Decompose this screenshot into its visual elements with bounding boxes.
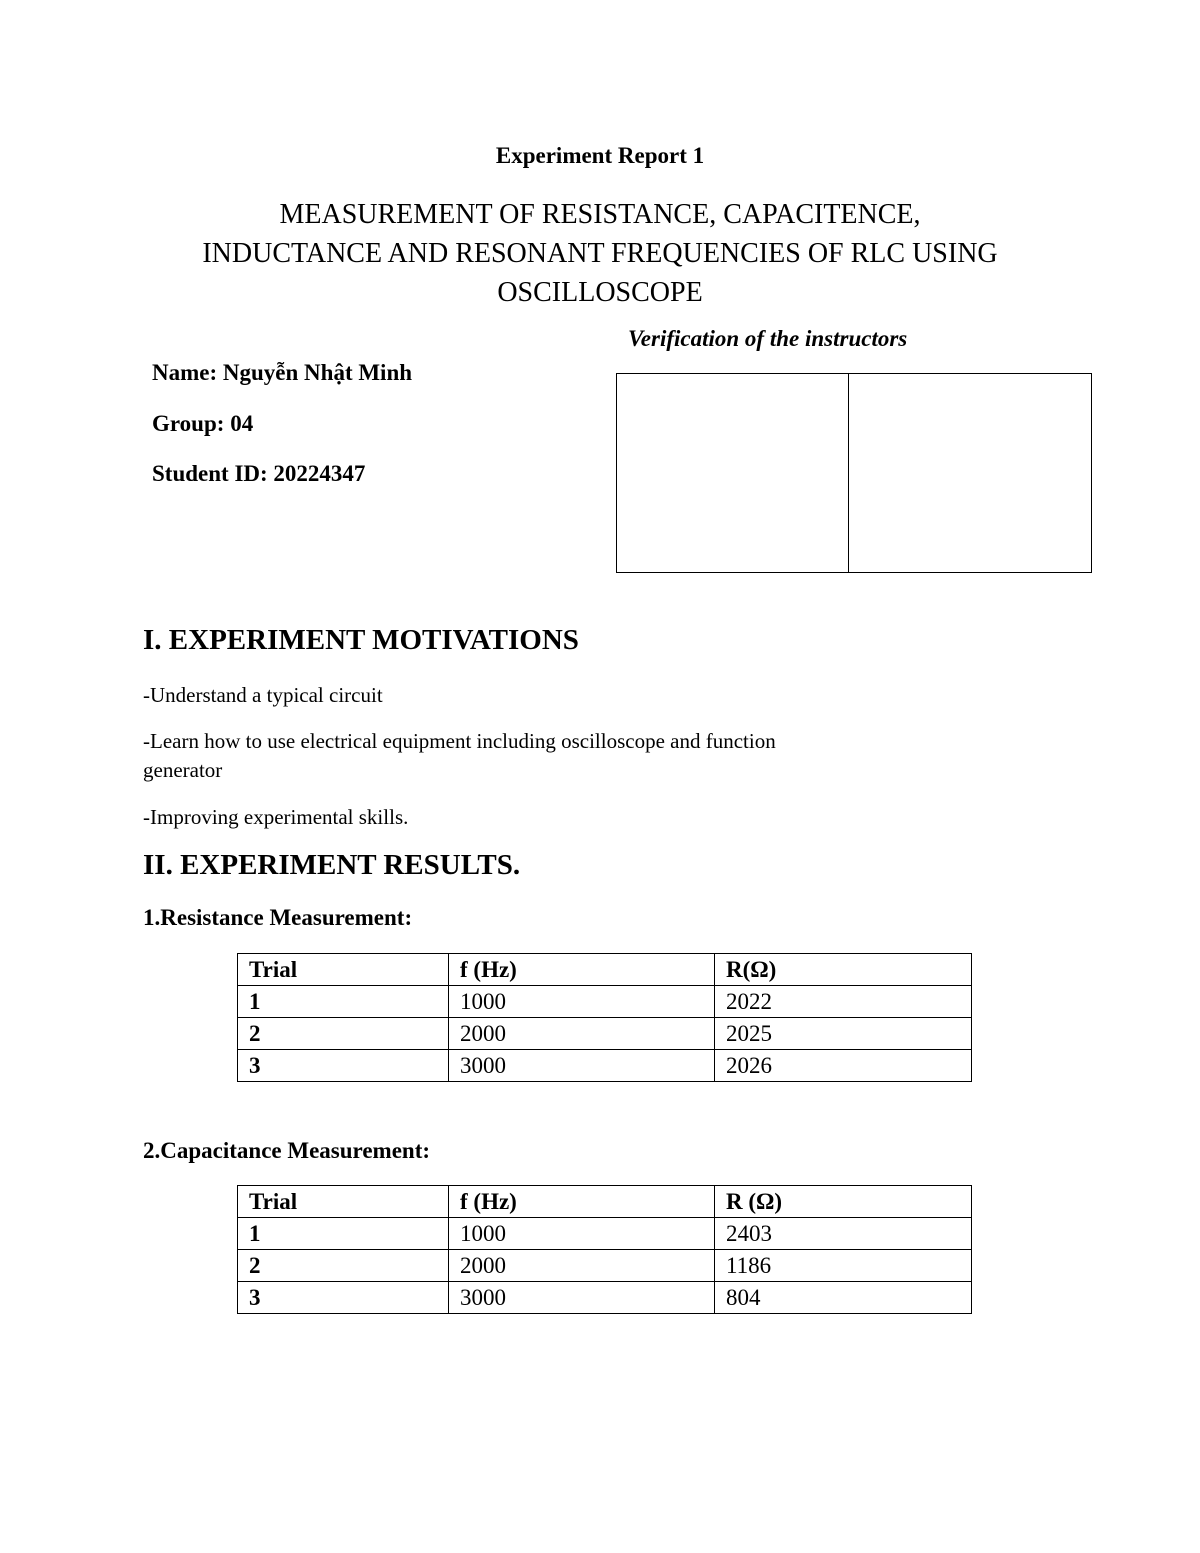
trial-cell: 1	[238, 986, 449, 1018]
title-line-2: INDUCTANCE AND RESONANT FREQUENCIES OF RLC USING	[202, 238, 998, 269]
student-group: 04	[230, 411, 254, 436]
motivation-item: -Learn how to use electrical equipment including oscilloscope and function	[143, 729, 776, 753]
motivation-item: -Understand a typical circuit	[143, 683, 383, 707]
group-label: Group:	[152, 411, 225, 436]
column-header-frequency: f (Hz)	[449, 954, 715, 986]
resistance-cell: 2025	[715, 1018, 972, 1050]
frequency-cell: 1000	[449, 986, 715, 1018]
student-name-line	[152, 360, 412, 386]
signature-cell-left	[617, 374, 849, 573]
trial-cell: 2	[238, 1250, 449, 1282]
column-header-trial: Trial	[238, 1186, 449, 1218]
id-label: Student ID:	[152, 461, 268, 486]
resistance-heading: 1.Resistance Measurement:	[143, 905, 413, 930]
resistance-table	[237, 953, 972, 1082]
table-row	[238, 986, 972, 1018]
student-id: 20224347	[273, 461, 366, 486]
table-row	[238, 1050, 972, 1082]
column-header-resistance: R (Ω)	[715, 1186, 972, 1218]
table-row	[238, 1250, 972, 1282]
section-heading-results: II. EXPERIMENT RESULTS.	[143, 849, 521, 881]
section-heading-motivations: I. EXPERIMENT MOTIVATIONS	[143, 624, 579, 656]
resistance-cell: 2022	[715, 986, 972, 1018]
verification-label: Verification of the instructors	[628, 326, 908, 351]
name-label: Name:	[152, 360, 218, 385]
trial-cell: 3	[238, 1282, 449, 1314]
resistance-cell: 2403	[715, 1218, 972, 1250]
capacitance-table	[237, 1185, 972, 1314]
frequency-cell: 3000	[449, 1050, 715, 1082]
title-line-3: OSCILLOSCOPE	[497, 277, 703, 308]
signature-cell-right	[849, 374, 1092, 573]
resistance-cell: 804	[715, 1282, 972, 1314]
table-header-row	[238, 1186, 972, 1218]
frequency-cell: 2000	[449, 1018, 715, 1050]
column-header-resistance: R(Ω)	[715, 954, 972, 986]
student-group-line	[152, 411, 253, 437]
title-line-1: MEASUREMENT OF RESISTANCE, CAPACITENCE,	[279, 199, 921, 230]
column-header-trial: Trial	[238, 954, 449, 986]
column-header-frequency: f (Hz)	[449, 1186, 715, 1218]
verification-signature-box	[616, 373, 1092, 573]
trial-cell: 1	[238, 1218, 449, 1250]
table-row	[238, 1018, 972, 1050]
frequency-cell: 2000	[449, 1250, 715, 1282]
trial-cell: 3	[238, 1050, 449, 1082]
document-title	[130, 195, 1070, 312]
table-header-row	[238, 954, 972, 986]
trial-cell: 2	[238, 1018, 449, 1050]
motivation-item-continuation: generator	[143, 758, 223, 782]
report-label: Experiment Report 1	[495, 143, 705, 168]
capacitance-heading: 2.Capacitance Measurement:	[143, 1138, 431, 1163]
table-row	[238, 1282, 972, 1314]
student-id-line	[152, 461, 365, 487]
student-name: Nguyễn Nhật Minh	[222, 360, 413, 385]
resistance-cell: 2026	[715, 1050, 972, 1082]
frequency-cell: 1000	[449, 1218, 715, 1250]
resistance-cell: 1186	[715, 1250, 972, 1282]
table-row	[238, 1218, 972, 1250]
frequency-cell: 3000	[449, 1282, 715, 1314]
motivation-item: -Improving experimental skills.	[143, 805, 409, 829]
